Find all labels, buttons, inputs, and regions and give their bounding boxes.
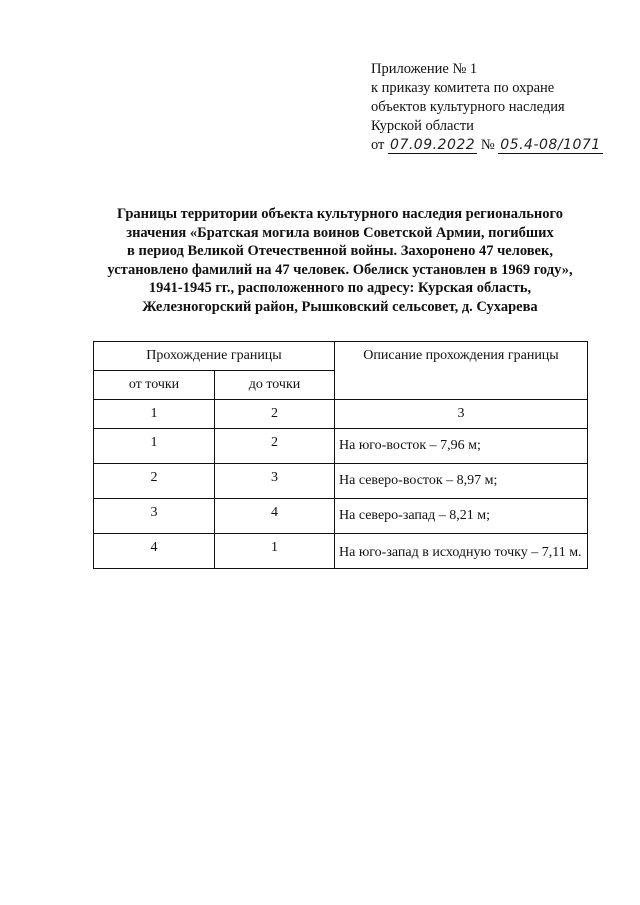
title-line: значения «Братская могила воинов Советской Армии, погибших — [126, 224, 554, 241]
description-cell — [335, 534, 588, 569]
appendix-title: Приложение № 1 — [371, 61, 478, 77]
table-row — [94, 464, 588, 499]
title-line: установлено фамилий на 47 человек. Обелиск установлен в 1969 году», — [107, 261, 573, 278]
boundary-table — [93, 341, 588, 569]
from-point-cell: 2 — [94, 464, 215, 499]
column-number-row — [94, 400, 588, 429]
header-desc-cell: Описание прохождения границы — [335, 342, 588, 400]
table-header-row — [94, 342, 588, 371]
header-to-cell: до точки — [215, 371, 335, 400]
description-cell: На юго-восток – 7,96 м; — [335, 429, 588, 464]
document-title — [70, 205, 610, 316]
title-line: Границы территории объекта культурного наследия регионального — [117, 206, 563, 222]
description-text: На юго-запад в исходную точку – 7,11 м. — [339, 544, 582, 560]
order-number: 05.4-08/1071 — [500, 137, 601, 153]
from-point-cell: 4 — [94, 534, 215, 569]
appendix-region-line: Курской области — [371, 118, 474, 134]
title-line: Железногорский район, Рышковский сельсовет, д. Сухарева — [142, 298, 538, 315]
header-group-cell: Прохождение границы — [94, 342, 335, 371]
column-number-cell: 1 — [94, 400, 215, 429]
table-row — [94, 499, 588, 534]
to-point-cell: 2 — [215, 429, 335, 464]
header-from-cell: от точки — [94, 371, 215, 400]
table-row — [94, 429, 588, 464]
table-row — [94, 534, 588, 569]
column-number-cell: 3 — [335, 400, 588, 429]
to-point-cell: 1 — [215, 534, 335, 569]
from-label: от — [371, 137, 385, 153]
description-cell: На северо-восток – 8,97 м; — [335, 464, 588, 499]
appendix-order-line: к приказу комитета по охране — [371, 80, 555, 96]
appendix-block — [371, 60, 603, 155]
from-point-cell: 3 — [94, 499, 215, 534]
number-label: № — [480, 137, 495, 153]
appendix-committee-line: объектов культурного наследия — [371, 99, 565, 115]
from-point-cell: 1 — [94, 429, 215, 464]
column-number-cell: 2 — [215, 400, 335, 429]
order-date: 07.09.2022 — [390, 137, 476, 153]
description-cell: На северо-запад – 8,21 м; — [335, 499, 588, 534]
to-point-cell: 4 — [215, 499, 335, 534]
appendix-date-line — [371, 136, 603, 155]
title-line: 1941-1945 гг., расположенного по адресу: Курская область, — [148, 280, 532, 296]
to-point-cell: 3 — [215, 464, 335, 499]
title-line: в период Великой Отечественной войны. Захоронено 47 человек, — [127, 243, 553, 259]
